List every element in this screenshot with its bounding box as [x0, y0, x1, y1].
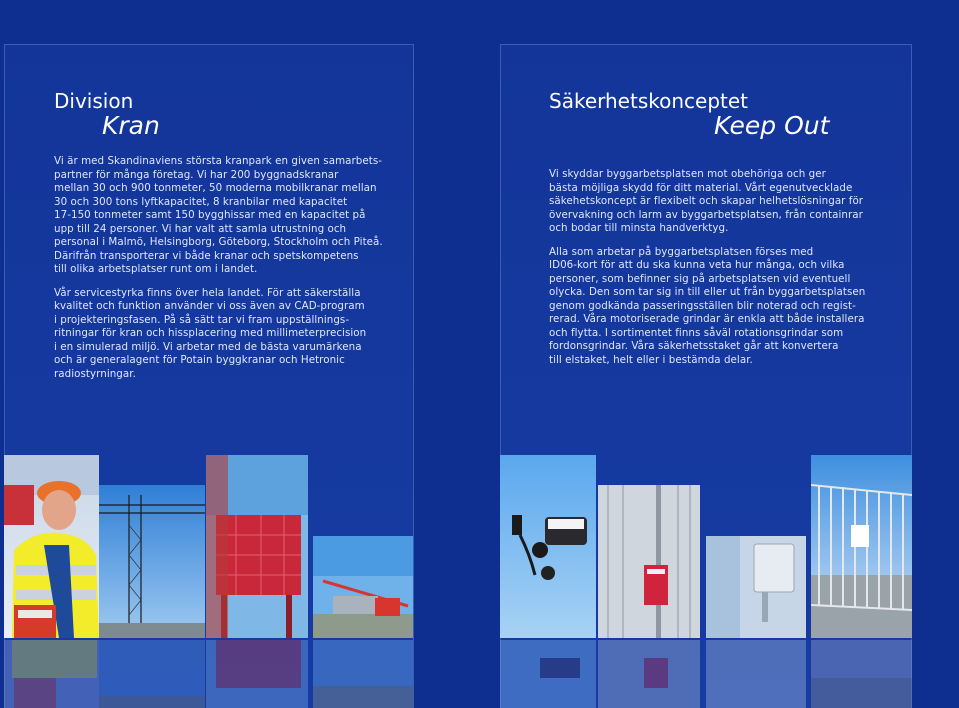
mobile-crane-photo-reflection	[313, 640, 413, 708]
wall-device-photo	[706, 536, 806, 638]
mobile-crane-photo	[313, 536, 413, 638]
gate-fence-photo-reflection	[811, 640, 912, 708]
right-page-title: Säkerhetskonceptet	[549, 89, 749, 113]
left-body-text	[54, 155, 414, 391]
security-camera-photo-reflection	[500, 640, 596, 708]
worker-photo-reflection	[4, 640, 99, 708]
right-body-text	[549, 168, 909, 377]
left-paragraph-2: Vår servicestyrka finns över hela landet. För att säkerställa kvalitet och funktion använder vi oss även av CAD-program i projekteringsfasen. På så sätt tar vi fram uppställnings- ritningar för kran och hissplacering med millimeterprecision i en simulerad miljö. Vi arbetar med de bästa varumärkena och är generalagent för Potain byggkranar och Hetronic radiostyrningar.	[54, 286, 367, 380]
container-door-alarm-photo	[598, 485, 700, 638]
worker-photo	[4, 455, 99, 638]
right-paragraph-2: Alla som arbetar på byggarbetsplatsen förses med ID06-kort för att du ska kunna veta hur många, och vilka personer, som befinner sig på arbetsplatsen vid eventuell olycka. Den som tar sig in till eller ut från byggarbetsplatsen genom godkända passeringsställen blir noterad och regist- rerad. Våra motoriserade grindar är enkla att både installera och flytta. I sortimentet finns såväl rotationsgrindar som fordonsgrindar. Våra säkerhetsstaket går att konvertera till elstaket, helt eller i bestämda delar.	[549, 245, 866, 366]
security-camera-photo	[500, 455, 596, 638]
wall-device-photo-reflection	[706, 640, 806, 708]
gate-fence-photo	[811, 455, 912, 638]
tower-crane-photo-reflection	[99, 640, 205, 708]
left-paragraph-1: Vi är med Skandinaviens största kranpark en given samarbets- partner för många företag. Vi har 200 byggnadskranar mellan 30 och 900 tonmeter, 50 moderna mobilkranar mellan 30 och 300 tons lyftkapacitet, 8 kranbilar med kapacitet 17-150 tonmeter samt 150 bygghissar med en kapacitet på upp till 24 personer. Vi har valt att samla utrustning och personal i Malmö, Helsingborg, Göteborg, Stockholm och Piteå. Därifrån transporterar vi både kranar och spetskompetens till olika arbetsplatser runt om i landet.	[54, 155, 383, 275]
left-page-title: Division	[54, 89, 134, 113]
construction-hoist-photo	[206, 455, 308, 638]
container-door-alarm-photo-reflection	[598, 640, 700, 708]
left-page-subtitle: Kran	[102, 111, 160, 140]
right-page-subtitle: Keep Out	[714, 111, 830, 140]
tower-crane-photo	[99, 485, 205, 638]
right-paragraph-1: Vi skyddar byggarbetsplatsen mot obehöriga och ger bästa möjliga skydd för ditt material. Vårt egenutvecklade säkehetskoncept är flexibelt och skapar helhetslösningar för övervakning och larm av byggarbetsplatsen, från containrar och bodar till minsta handverktyg.	[549, 168, 864, 234]
construction-hoist-photo-reflection	[206, 640, 308, 708]
